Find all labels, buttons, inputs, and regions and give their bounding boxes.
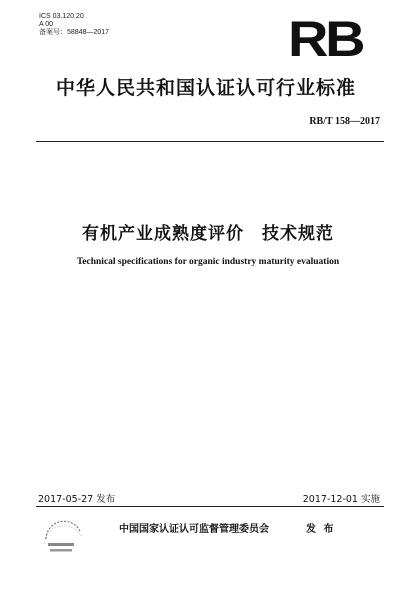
rb-logo: RB [288, 11, 363, 67]
publish-date: 2017-05-27 发布 [38, 494, 116, 505]
seal-stamp-icon [40, 517, 88, 561]
issuing-authority: 中国国家认证认可监督管理委员会 [119, 524, 269, 535]
record-number: 备案号：58848—2017 [39, 29, 110, 36]
document-title-cn: 有机产业成熟度评价 技术规范 [82, 224, 334, 244]
classification-code: A 00 [39, 21, 54, 28]
issued-label: 发 布 [306, 524, 336, 535]
bottom-divider [36, 506, 384, 507]
document-title-en: Technical specifications for organic industry maturity evaluation [76, 257, 340, 267]
standard-category-title: 中华人民共和国认证认可行业标准 [56, 77, 357, 99]
top-divider [36, 141, 384, 142]
ics-code: ICS 03.120.20 [39, 13, 84, 20]
implement-date: 2017-12-01 实施 [302, 494, 380, 505]
standard-number: RB/T 158—2017 [309, 116, 380, 127]
